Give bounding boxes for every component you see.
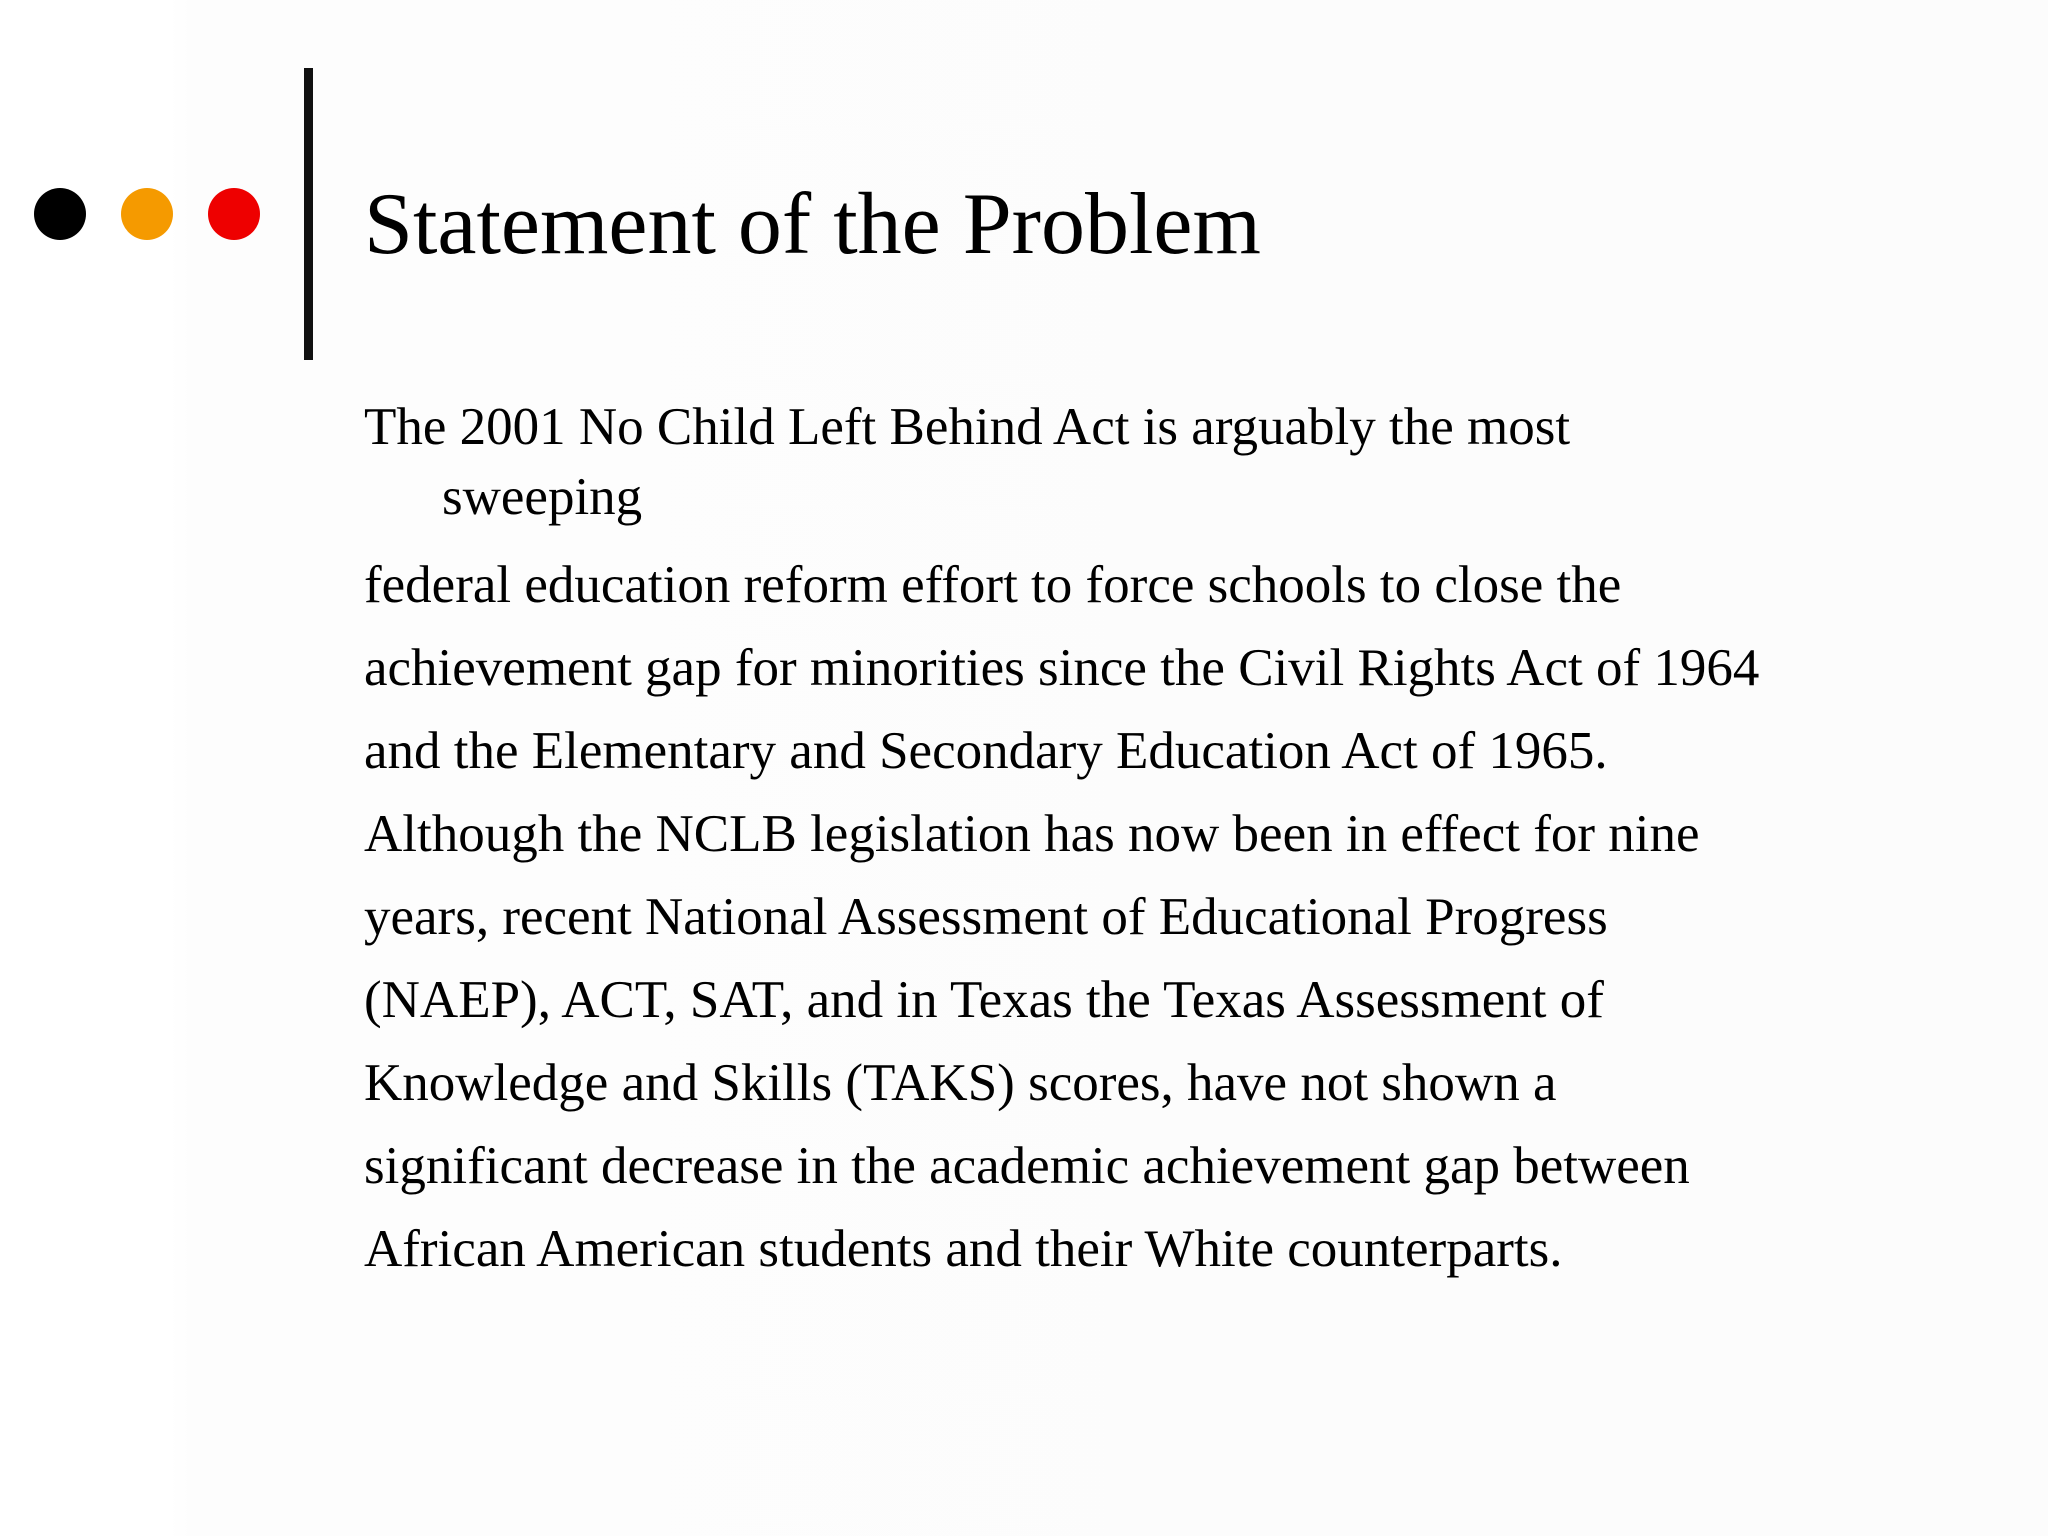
title-divider-line: [304, 68, 313, 360]
orange-dot-icon: [121, 188, 173, 240]
body-line: Knowledge and Skills (TAKS) scores, have not shown a: [364, 1054, 1557, 1112]
body-line: African American students and their White counterparts.: [364, 1220, 1563, 1278]
body-line: Although the NCLB legislation has now been in effect for nine: [364, 805, 1700, 863]
body-line: (NAEP), ACT, SAT, and in Texas the Texas Assessment of: [364, 971, 1604, 1029]
body-line: federal education reform effort to force schools to close the: [364, 556, 1622, 614]
first-line-wrap: sweeping: [442, 468, 643, 526]
red-dot-icon: [208, 188, 260, 240]
body-line: achievement gap for minorities since the Civil Rights Act of 1964: [364, 639, 1760, 697]
first-paragraph: [364, 392, 1924, 532]
body-lines: [364, 544, 1924, 1291]
body-line: years, recent National Assessment of Educational Progress: [364, 888, 1608, 946]
slide-body: [364, 392, 1924, 1291]
slide-title: Statement of the Problem: [364, 176, 1261, 273]
black-dot-icon: [34, 188, 86, 240]
first-line: The 2001 No Child Left Behind Act is arguably the most: [364, 398, 1571, 456]
body-line: and the Elementary and Secondary Education Act of 1965.: [364, 722, 1608, 780]
decorative-dots: [34, 188, 264, 242]
body-line: significant decrease in the academic achievement gap between: [364, 1137, 1690, 1195]
